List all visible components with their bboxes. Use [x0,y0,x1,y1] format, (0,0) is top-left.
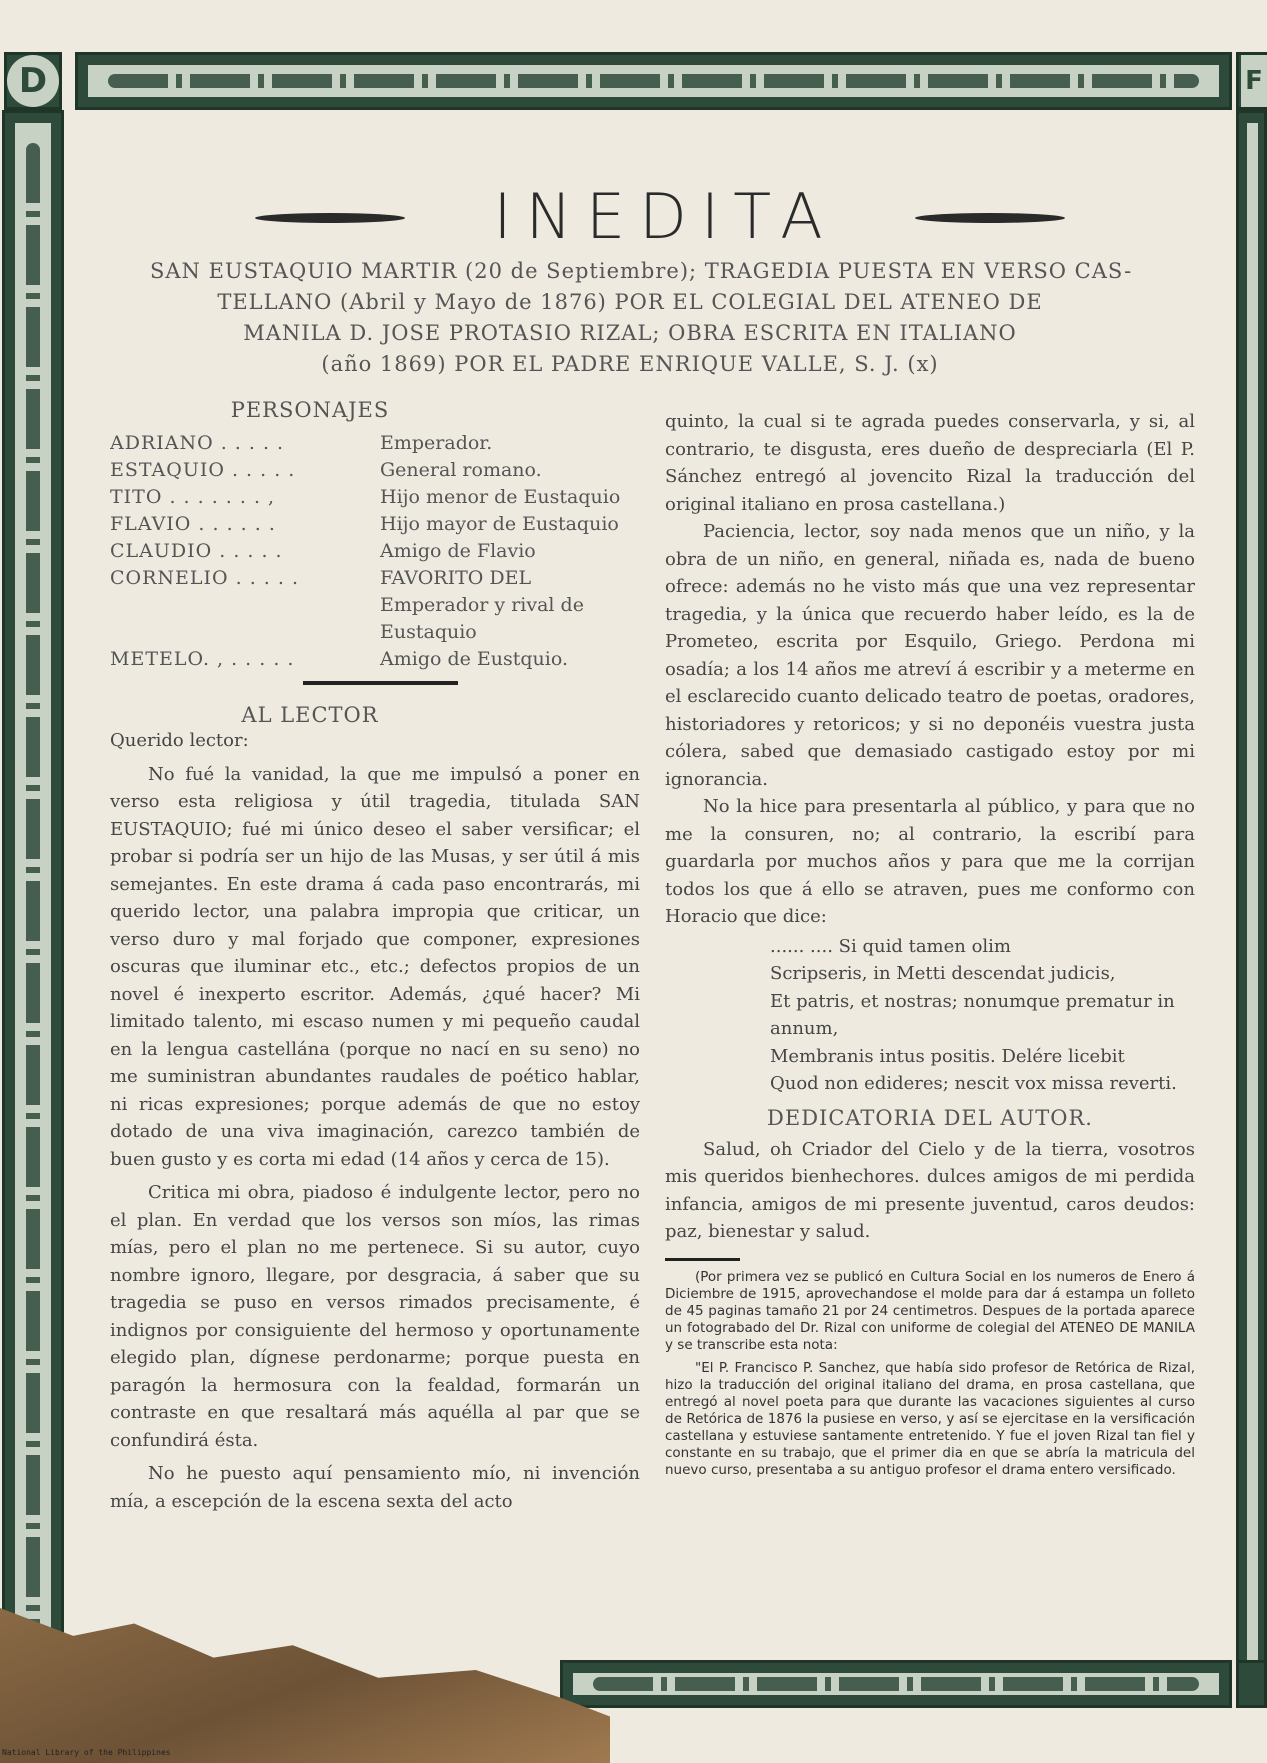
paragraph: No he puesto aquí pensamiento mío, ni invención mía, a escepción de la escena sexta del acto [110,1463,640,1512]
corner-ornament-bottom-right [1236,1660,1267,1708]
verse-line: Membranis intus positis. Delére licebit [770,1045,1125,1067]
library-credit: National Library of the Philippines [2,1748,171,1757]
corner-letter-right: F [1241,55,1267,107]
cast-row [110,511,640,538]
header-line: TELLANO (Abril y Mayo de 1876) POR EL COLEGIAL DEL ATENEO DE [217,290,1043,314]
header-line: (año 1869) POR EL PADRE ENRIQUE VALLE, S. J. (x) [321,352,939,376]
title-ornament-left [255,213,405,223]
dedicatoria-title: DEDICATORIA DEL AUTOR. [767,1105,1093,1130]
verse-line: Quod non edideres; nescit vox missa reverti. [770,1073,1177,1094]
latin-verse [770,933,1195,1098]
page-title: INEDITA [493,180,837,253]
cast-name: ADRIANO . . . . . [110,432,285,454]
cast-role: FAVORITO DEL Emperador y rival de Eustaquio [380,567,584,643]
paragraph: No la hice para presentarla al público, y para que no me la consuren, no; al contrario, la escribí para guardarla por muchos años y para que me la corrijan todos los que á ello se atraven, pues me conformo con Horacio que dice: [665,796,1195,927]
footnote-paragraph: (Por primera vez se publicó en Cultura Social en los numeros de Enero á Diciembre de 1915, aprovechandose el molde para dar á estampa un folleto de 45 paginas tamaño 21 por 24 centimetros. Despues de la portada aparece un fotograbado del Dr. Rizal con uniforme de colegial del ATENEO DE MANILA y se transcribe esta nota: [665,1268,1195,1353]
paragraph: No fué la vanidad, la que me impulsó a poner en verso esta religiosa y útil tragedia, titulada SAN EUSTAQUIO; fué mi único deseo el saber versificar; el probar si podría ser un hijo de las Musas, y ser útil á mis semejantes. En este drama á cada paso encontrarás, mi querido lector, una palabra impropia que criticar, un verso duro y mal forjado que componer, expresiones oscuras que iluminar etc., etc.; defectos propios de un novel é inexperto escritor. Además, ¿qué hacer? Mi limitado talento, mi escaso numen y mi pequeño caudal en la lengua castellána (porque no nací en su seno) no me suministran abundantes raudales de poético hablar, ni ricas expresiones; porque además de que no estoy dotado de una viva imaginación, carezco también de buen gusto y es corta mi edad (14 años y cerca de 15). [110,763,640,1170]
cast-name: METELO. , . . . . . [110,648,295,670]
cast-name: FLAVIO . . . . . . [110,513,276,535]
cast-role: Hijo menor de Eustaquio [380,486,621,508]
cast-row [110,484,640,511]
title-block [255,182,1065,252]
cast-name: CORNELIO . . . . . [110,567,300,589]
section-divider [303,681,458,685]
cast-role: Emperador. [380,432,493,454]
footnote-divider [665,1258,740,1261]
border-right [1236,110,1267,1690]
cast-row [110,430,640,457]
verse-line: ...... .... Si quid tamen olim [770,935,1012,957]
paragraph: Paciencia, lector, soy nada menos que un niño, y la obra de un niño, en general, niñada es, nada de bueno ofrece: además no he visto más que una vez representar tragedia, y la única que recuerdo haber leído, es la de Prometeo, escrita por Esquilo, Griego. Perdona mi osadía; a los 14 años me atreví á escribir y a meterme en el esclarecido cuanto delicado teatro de poetas, oradores, historiadores y retoricos; y si no deponéis vuestra justa cólera, sabed que demasiado castigado estoy por mi ignorancia. [665,521,1195,790]
header-line: SAN EUSTAQUIO MARTIR (20 de Septiembre); TRAGEDIA PUESTA EN VERSO CAS- [150,259,1133,283]
cast-role: Amigo de Eustquio. [380,648,569,670]
verse-line: Et patris, et nostras; nonumque prematur in annum, [770,990,1175,1039]
corner-ornament-right [1236,52,1267,110]
cast-row [110,538,640,565]
cast-row [110,565,640,646]
border-bottom [560,1660,1232,1708]
cast-row [110,457,640,484]
corner-letter-left: D [7,55,59,107]
cast-name: CLAUDIO . . . . . [110,540,283,562]
cast-role: Amigo de Flavio [380,540,536,562]
verse-line: Scripseris, in Metti descendat judicis, [770,963,1116,984]
al-lector-title: AL LECTOR [241,703,379,727]
paragraph: quinto, la cual si te agrada puedes conservarla, y si, al contrario, te disgusta, eres dueño de despreciarla (El P. Sánchez entregó al jovencito Rizal la traducción del original italiano en prosa castellana.) [665,411,1195,515]
header-line: MANILA D. JOSE PROTASIO RIZAL; OBRA ESCRITA EN ITALIANO [243,321,1017,345]
salutation: Querido lector: [110,730,249,751]
left-column [110,398,640,1515]
border-top [75,52,1232,110]
dedicatoria-text: Salud, oh Criador del Cielo y de la tierra, vosotros mis queridos bienhechores. dulces amigos de mi perdida infancia, amigos de mi presente juventud, caros deudos: paz, bienestar y salud. [665,1138,1195,1242]
header-block [150,256,1133,380]
cast-name: TITO . . . . . . . , [110,486,276,508]
title-ornament-right [915,213,1065,223]
right-column [665,408,1195,1479]
personajes-title: PERSONAJES [230,398,390,422]
border-left [2,110,64,1690]
corner-ornament-left [4,52,62,110]
footnote [665,1269,1195,1479]
footnote-paragraph: "El P. Francisco P. Sanchez, que había sido profesor de Retórica de Rizal, hizo la traducción del original italiano del drama, en prosa castellana, que entregó al novel poeta para que durante las vacaciones siguientes al curso de Retórica de 1876 la pusiese en verso, y así se ejercitase en la versificación castellana y estuviese santamente entretenido. Y fue el joven Rizal tan fiel y constante en su trabajo, que el primer dia en que se abría la matricula del nuevo curso, presentaba a su antiguo profesor el drama entero versificado. [665,1359,1195,1478]
cast-name: ESTAQUIO . . . . . [110,459,296,481]
cast-list [110,430,640,673]
cast-role: General romano. [380,459,542,481]
cast-row [110,646,640,673]
cast-role: Hijo mayor de Eustaquio [380,513,619,535]
paragraph: Critica mi obra, piadoso é indulgente lector, pero no el plan. En verdad que los versos son míos, las rimas mías, pero el plan no me pertenece. Si su autor, cuyo nombre ignoro, llegare, por desgracia, á saber que su tragedia se puso en versos rimados precisamente, é indignos por consiguiente del hermoso y oportunamente elegido plan, dígnese perdonarme; porque puesta en paragón la hermosura con la fealdad, formarán un contraste en que resaltará más aquélla al par que se confundirá ésta. [110,1182,640,1451]
